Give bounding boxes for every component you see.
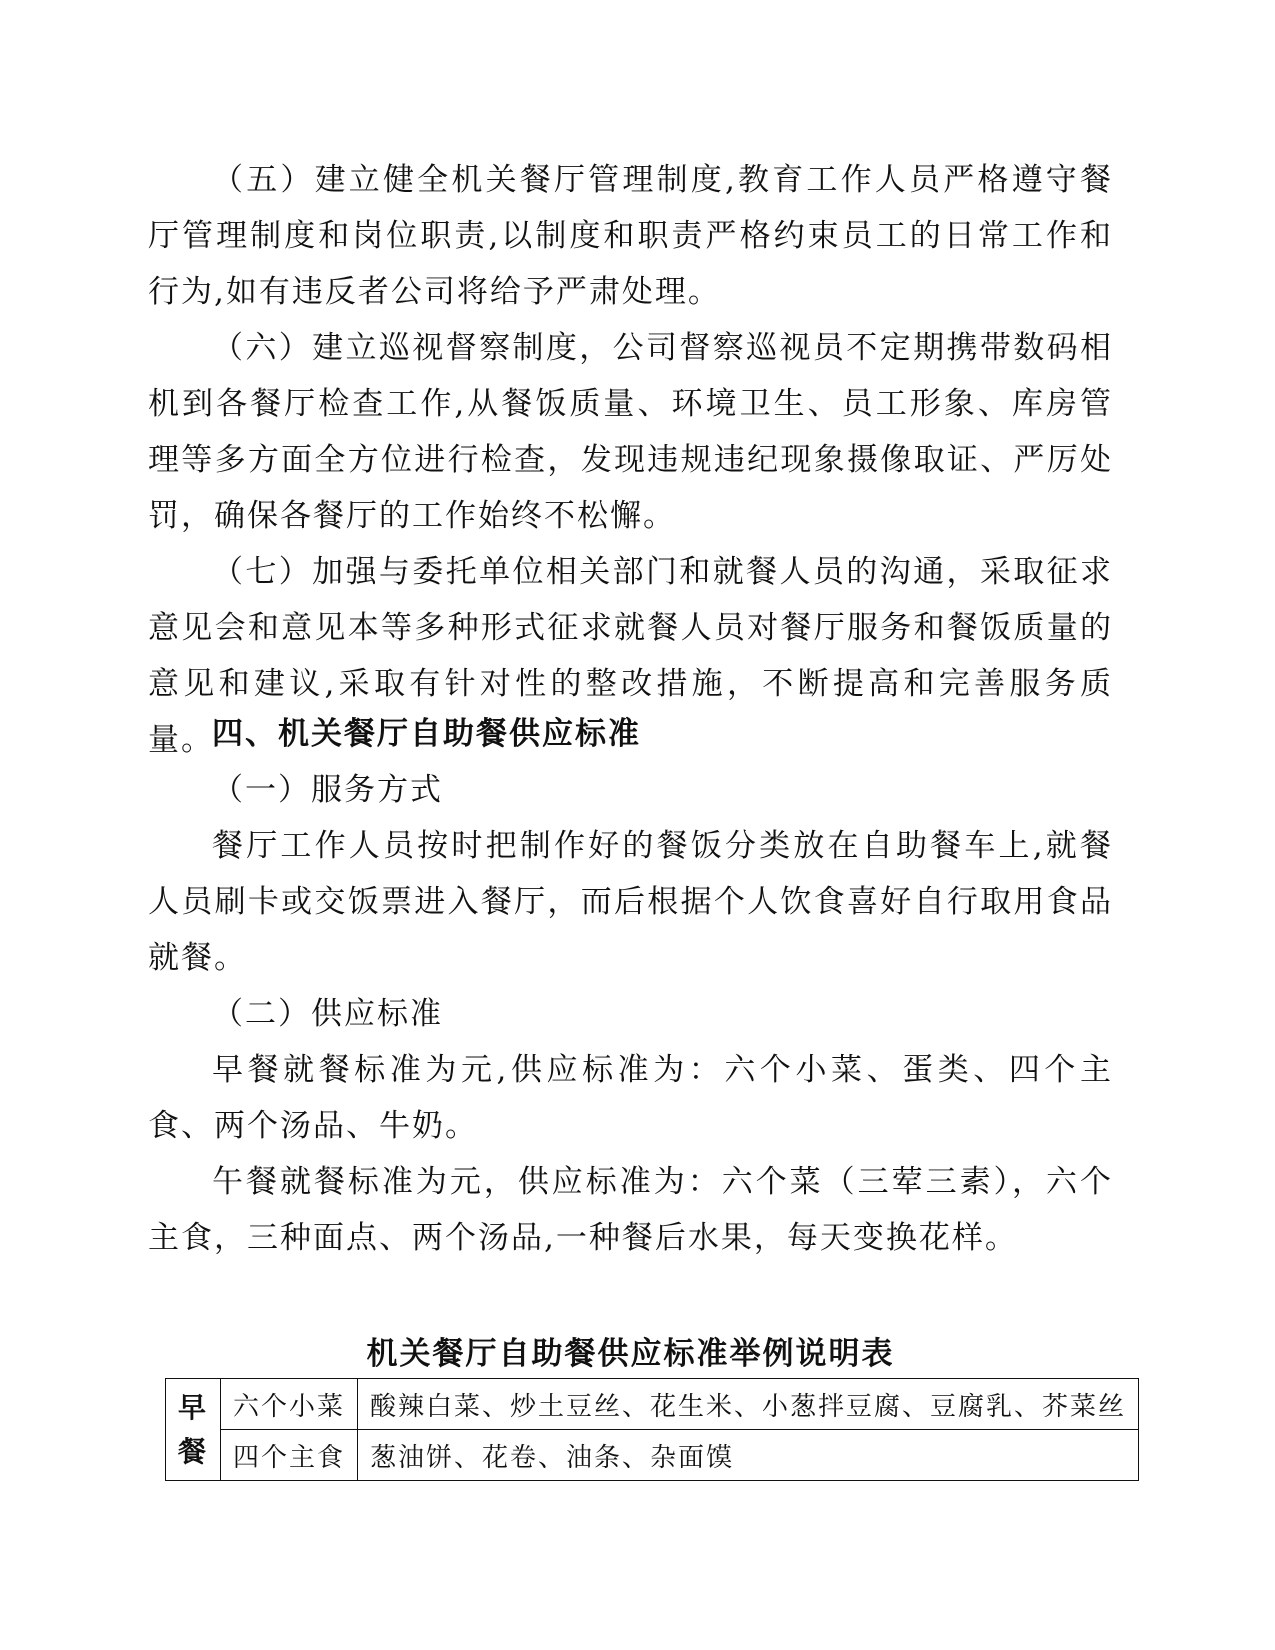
items-cell: 葱油饼、花卷、油条、杂面馍 [358,1430,1139,1481]
meal-cell-breakfast [166,1379,221,1481]
category-cell: 六个小菜 [221,1379,358,1430]
breakfast-standard-text: 早餐就餐标准为元,供应标准为：六个小菜、蛋类、四个主食、两个汤品、牛奶。 [148,1052,1113,1144]
table-title: 机关餐厅自助餐供应标准举例说明表 [366,1336,895,1372]
paragraph-item-6: （六）建立巡视督察制度，公司督察巡视员不定期携带数码相机到各餐厅检查工作,从餐饭质量、环境卫生、员工形象、库房管理等多方面全方位进行检查，发现违规违纪现象摄像取证、严厉处罚，确保各餐厅的工作始终不松懈。 [148,330,1113,534]
meal-char: 早 [178,1390,209,1424]
meal-char: 餐 [178,1434,209,1468]
service-mode-text: 餐厅工作人员按时把制作好的餐饭分类放在自助餐车上,就餐人员刷卡或交饭票进入餐厅，而后根据个人饮食喜好自行取用食品就餐。 [148,828,1113,976]
lunch-standard-text: 午餐就餐标准为元，供应标准为：六个菜（三荤三素），六个主食，三种面点、两个汤品,一种餐后水果，每天变换花样。 [148,1164,1113,1256]
paragraph-item-5: （五）建立健全机关餐厅管理制度,教育工作人员严格遵守餐厅管理制度和岗位职责,以制度和职责严格约束员工的日常工作和行为,如有违反者公司将给予严肃处理。 [148,162,1113,310]
table-row [166,1430,1139,1481]
paragraph-item-7: （七）加强与委托单位相关部门和就餐人员的沟通，采取征求意见会和意见本等多种形式征求就餐人员对餐厅服务和餐饭质量的意见和建议,采取有针对性的整改措施，不断提高和完善服务质量。 [148,554,1113,758]
items-cell: 酸辣白菜、炒土豆丝、花生米、小葱拌豆腐、豆腐乳、芥菜丝 [358,1379,1139,1430]
supply-standard-table [165,1378,1139,1481]
subheading-supply-standard: （二）供应标准 [212,996,443,1032]
table-row [166,1379,1139,1430]
subheading-service-mode: （一）服务方式 [212,772,443,808]
section-heading: 四、机关餐厅自助餐供应标准 [212,716,641,752]
category-cell: 四个主食 [221,1430,358,1481]
